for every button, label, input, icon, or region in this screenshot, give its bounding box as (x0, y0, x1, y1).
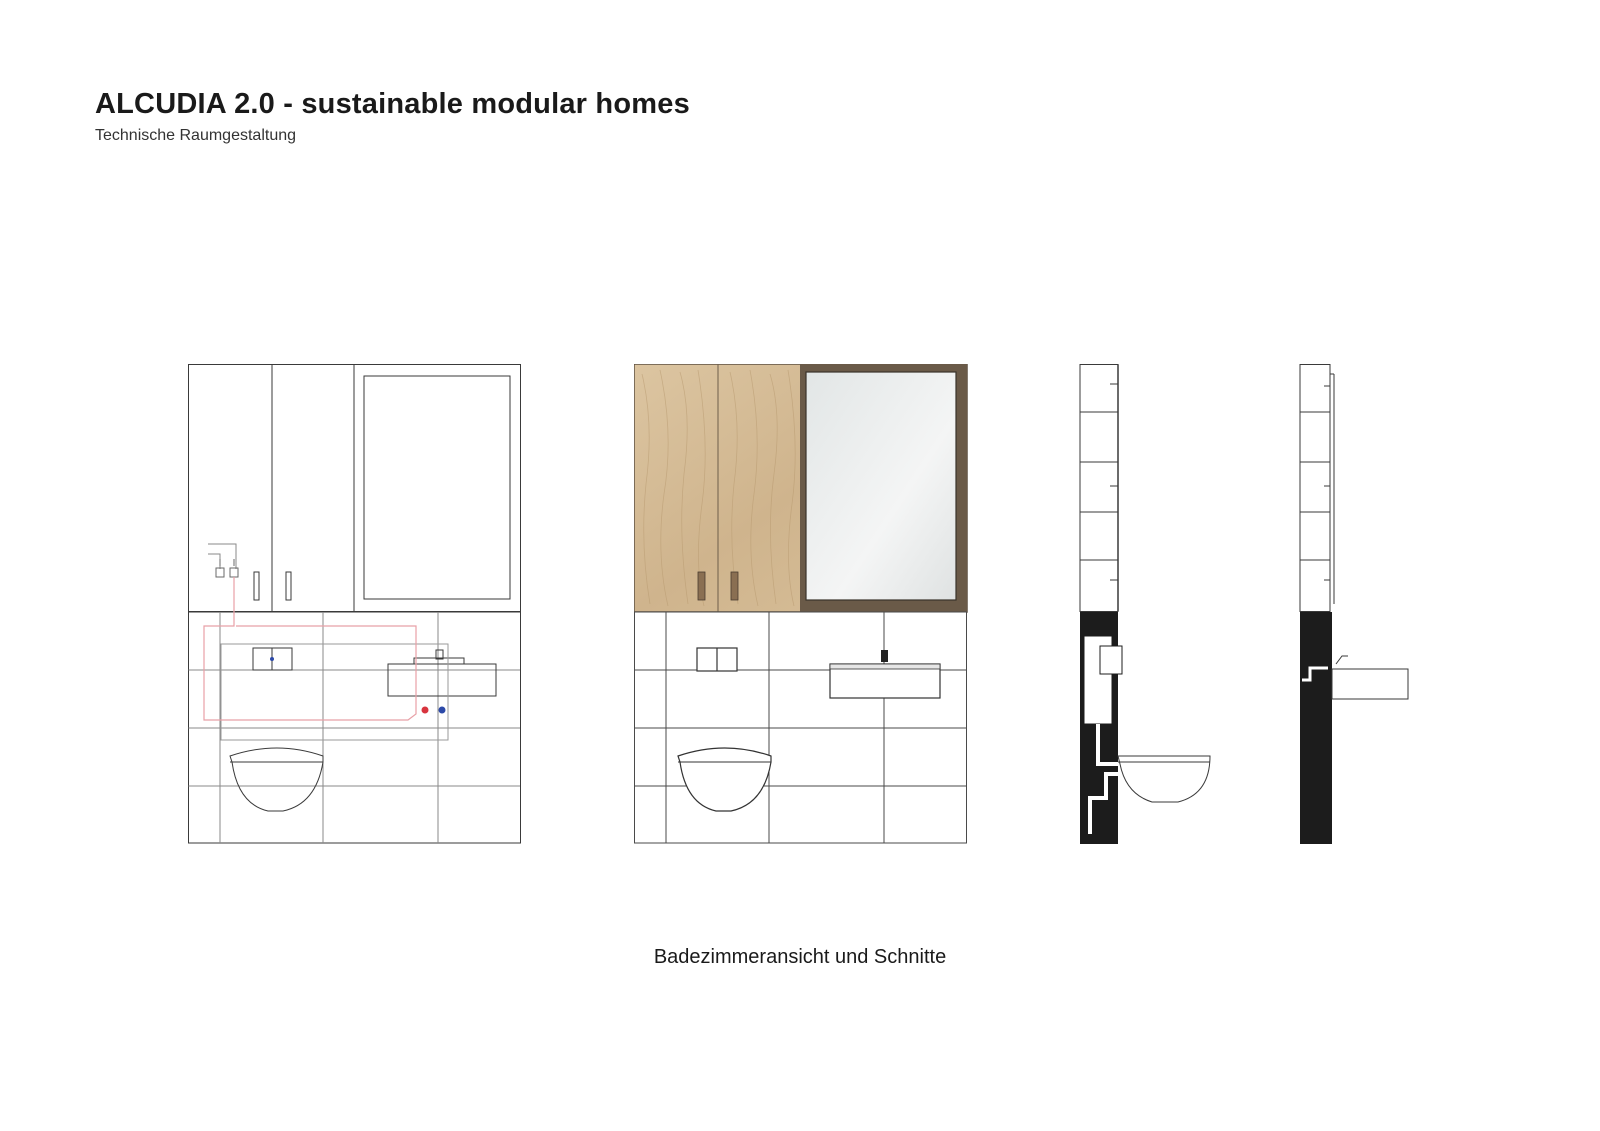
toilet-outline (230, 748, 323, 811)
rendered-elevation (634, 364, 974, 844)
mirror (806, 372, 956, 600)
rendered-elevation-svg (634, 364, 974, 844)
section-washbasin-svg (1298, 364, 1438, 844)
hot-water-connection (422, 707, 429, 714)
handle-left (254, 572, 259, 600)
handle-left (698, 572, 705, 600)
technical-elevation (188, 364, 528, 844)
handle-right (731, 572, 738, 600)
washbasin-section (1332, 669, 1408, 699)
section-washbasin (1298, 364, 1438, 844)
hot-water-pipe (204, 577, 416, 720)
wall-section (1300, 612, 1332, 844)
washbasin-outline (388, 664, 496, 696)
page-subtitle: Technische Raumgestaltung (95, 127, 297, 144)
flush-connection (270, 657, 274, 661)
cold-water-connection (439, 707, 446, 714)
cabinet-section (1300, 365, 1330, 612)
toilet-section (1118, 756, 1210, 802)
page-title: ALCUDIA 2.0 - sustainable modular homes (95, 88, 690, 120)
section-toilet (1078, 364, 1218, 844)
section-toilet-svg (1078, 364, 1218, 844)
tap (881, 650, 888, 662)
mirror-outline (364, 376, 510, 599)
cabinet-section (1080, 365, 1118, 612)
drawing-caption: Badezimmeransicht und Schnitte (653, 946, 947, 968)
handle-right (286, 572, 291, 600)
flush-box (1100, 646, 1122, 674)
tap-section (1336, 656, 1348, 664)
technical-elevation-svg (188, 364, 528, 844)
